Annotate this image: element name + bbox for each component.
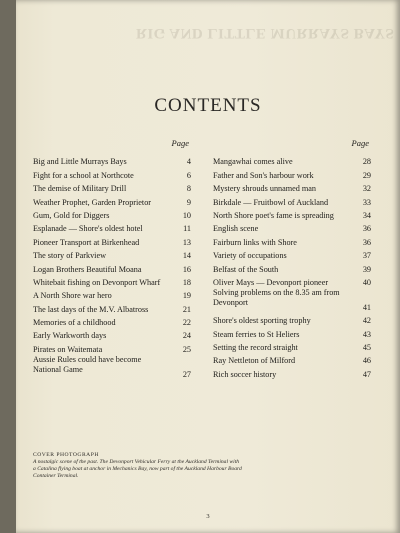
- entry-title: Ray Nettleton of Milford: [213, 356, 296, 366]
- entry-page-number: 46: [362, 356, 371, 366]
- entry-title: Gum, Gold for Diggers: [33, 210, 110, 220]
- entry-page-number: 32: [362, 184, 371, 194]
- contents-entry: [213, 353, 371, 366]
- entry-page-number: 11: [183, 224, 191, 234]
- page-number: 3: [206, 513, 210, 520]
- contents-entry: [213, 313, 371, 326]
- entry-page-number: 16: [182, 264, 191, 274]
- entry-title: The last days of the M.V. Albatross: [33, 304, 149, 314]
- entry-page-number: 34: [362, 210, 371, 220]
- cover-photograph-caption: [33, 452, 243, 480]
- contents-entry: [33, 301, 191, 314]
- contents-entry: [33, 248, 191, 261]
- entry-page-number: 36: [362, 224, 371, 234]
- entry-page-number: 22: [182, 318, 191, 328]
- contents-list-right: [213, 154, 371, 380]
- entry-title: Fight for a school at Northcote: [33, 170, 134, 180]
- contents-entry: [33, 315, 191, 328]
- entry-title: The story of Parkview: [33, 251, 106, 261]
- entry-title: North Shore poet's fame is spreading: [213, 210, 334, 220]
- contents-entry: [33, 154, 191, 167]
- entry-title: Whitebait fishing on Devonport Wharf: [33, 277, 161, 287]
- entry-page-number: 21: [182, 304, 191, 314]
- entry-title: Pirates on Waitemata: [33, 344, 103, 354]
- entry-page-number: 10: [182, 210, 191, 220]
- contents-entry: [33, 328, 191, 341]
- entry-page-number: 9: [186, 197, 191, 207]
- entry-page-number: 42: [362, 316, 371, 326]
- page-column-label: Page: [171, 138, 189, 148]
- contents-entry: [33, 341, 191, 354]
- entry-page-number: 6: [186, 170, 191, 180]
- entry-page-number: 18: [182, 277, 191, 287]
- entry-title: Fairburn links with Shore: [213, 237, 297, 247]
- contents-entry: [213, 326, 371, 339]
- contents-entry: [33, 194, 191, 207]
- entry-title: Esplanade — Shore's oldest hotel: [33, 224, 143, 234]
- entry-title: Aussie Rules could have become National Game: [33, 354, 142, 374]
- entry-page-number: 19: [182, 291, 191, 301]
- cover-caption-text: A nostalgic scene of the past. The Devonport Vehicular Ferry at the Auckland Terminal with a Catalina flying boat at anchor in Mechanics Bay, now part of the Auckland Harbour Board Container Terminal.: [33, 459, 242, 479]
- contents-entry: [213, 167, 371, 180]
- entry-title: Shore's oldest sporting trophy: [213, 316, 311, 326]
- contents-column-right: [213, 138, 371, 380]
- entry-page-number: 25: [182, 344, 191, 354]
- entry-page-number: 14: [182, 251, 191, 261]
- book-page: [16, 0, 400, 533]
- contents-entry: [213, 275, 371, 288]
- entry-title: Mystery shrouds unnamed man: [213, 184, 317, 194]
- entry-title: Belfast of the South: [213, 264, 279, 274]
- entry-title: Solving problems on the 8.35 am from Devonport: [213, 287, 340, 307]
- entry-page-number: 8: [186, 184, 191, 194]
- entry-title: Father and Son's harbour work: [213, 170, 314, 180]
- contents-entry: [213, 154, 371, 167]
- entry-title: Variety of occupations: [213, 251, 287, 261]
- contents-entry: [213, 366, 371, 379]
- entry-title: Steam ferries to St Heliers: [213, 329, 300, 339]
- entry-title: Logan Brothers Beautiful Moana: [33, 264, 142, 274]
- entry-page-number: 24: [182, 331, 191, 341]
- page-title: CONTENTS: [154, 95, 262, 116]
- entry-page-number: 43: [362, 329, 371, 339]
- contents-entry: [33, 261, 191, 274]
- entry-title: Birkdale — Fruitbowl of Auckland: [213, 197, 329, 207]
- contents-entry: [33, 275, 191, 288]
- entry-page-number: 47: [362, 369, 371, 379]
- entry-title: Oliver Mays — Devonport pioneer: [213, 277, 329, 287]
- entry-page-number: 28: [362, 157, 371, 167]
- contents-entry: [213, 221, 371, 234]
- contents-entry: [213, 208, 371, 221]
- entry-title: Big and Little Murrays Bays: [33, 157, 127, 167]
- entry-page-number: 41: [362, 302, 371, 312]
- entry-page-number: 39: [362, 264, 371, 274]
- contents-entry: [213, 248, 371, 261]
- entry-page-number: 29: [362, 170, 371, 180]
- contents-list-left: [33, 154, 191, 380]
- contents-entry: [213, 234, 371, 247]
- entry-title: Setting the record straight: [213, 343, 298, 353]
- contents-entry: [213, 194, 371, 207]
- contents-entry: [33, 355, 191, 380]
- entry-page-number: 40: [362, 277, 371, 287]
- contents-entry: [33, 208, 191, 221]
- entry-title: A North Shore war hero: [33, 291, 112, 301]
- contents-column-left: [33, 138, 191, 380]
- entry-title: Mangawhai comes alive: [213, 157, 293, 167]
- entry-title: English scene: [213, 224, 259, 234]
- entry-page-number: 13: [182, 237, 191, 247]
- contents-entry: [213, 181, 371, 194]
- contents-entry: [33, 221, 191, 234]
- entry-page-number: 33: [362, 197, 371, 207]
- contents-entry: [33, 288, 191, 301]
- contents-entry: [213, 288, 371, 313]
- entry-page-number: 45: [362, 343, 371, 353]
- contents-entry: [33, 167, 191, 180]
- entry-title: Rich soccer history: [213, 369, 277, 379]
- entry-page-number: 36: [362, 237, 371, 247]
- entry-title: Weather Prophet, Garden Proprietor: [33, 197, 152, 207]
- contents-entry: [213, 261, 371, 274]
- contents-entry: [33, 181, 191, 194]
- page-column-label: Page: [351, 138, 369, 148]
- entry-title: Memories of a childhood: [33, 318, 116, 328]
- entry-page-number: 37: [362, 251, 371, 261]
- entry-title: Early Warkworth days: [33, 331, 107, 341]
- contents-entry: [33, 234, 191, 247]
- entry-title: The demise of Military Drill: [33, 184, 127, 194]
- cover-caption-label: COVER PHOTOGRAPH: [33, 452, 99, 458]
- entry-title: Pioneer Transport at Birkenhead: [33, 237, 140, 247]
- bleed-through-text: RIG AND LITTLE MURRAYS BAYS: [136, 25, 395, 41]
- entry-page-number: 27: [182, 369, 191, 379]
- entry-page-number: 4: [186, 157, 191, 167]
- contents-entry: [213, 340, 371, 353]
